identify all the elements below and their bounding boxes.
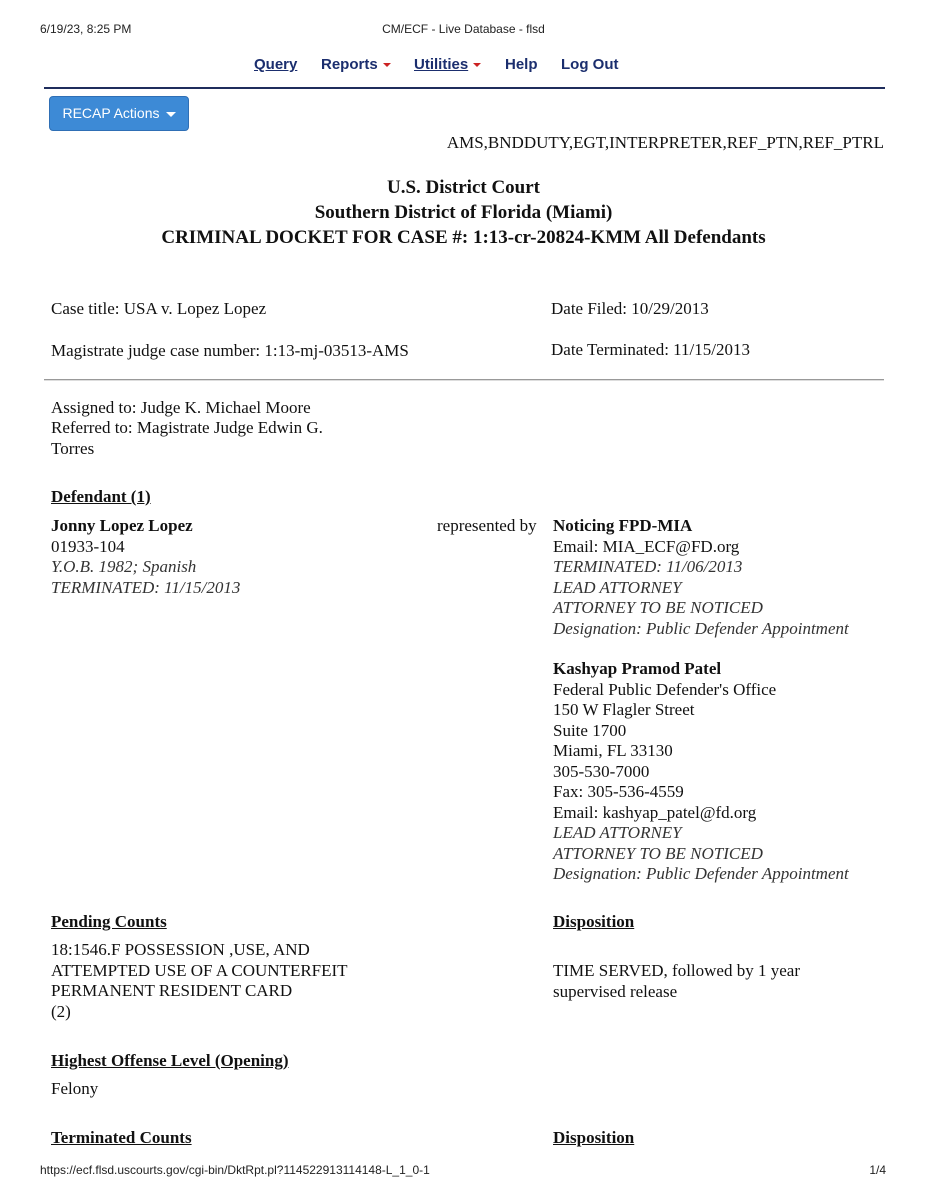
pending-disposition-heading: Disposition xyxy=(553,912,635,931)
pending-count xyxy=(51,940,348,1022)
date-filed: Date Filed: 10/29/2013 xyxy=(551,299,709,318)
attorney-status: ATTORNEY TO BE NOTICED xyxy=(553,843,763,863)
nav-query-label: Query xyxy=(254,56,298,73)
attorney-name: Noticing FPD-MIA xyxy=(553,516,693,535)
highest-offense-value: Felony xyxy=(51,1079,99,1098)
chevron-down-icon xyxy=(166,112,176,117)
attorney-email: Email: kashyap_patel@fd.org xyxy=(553,802,757,822)
attorney-status: LEAD ATTORNEY xyxy=(553,577,682,597)
defendant-heading: Defendant (1) xyxy=(51,487,151,506)
page-number: 1/4 xyxy=(869,1163,886,1177)
nav-query[interactable] xyxy=(254,56,297,73)
defendant-terminated: TERMINATED: 11/15/2013 xyxy=(51,577,241,597)
recap-actions-button[interactable] xyxy=(49,96,189,131)
terminated-counts-heading: Terminated Counts xyxy=(51,1128,192,1147)
attorney-address: Suite 1700 xyxy=(553,720,627,740)
print-title: CM/ECF - Live Database - flsd xyxy=(382,22,545,36)
count-line: (2) xyxy=(51,1001,71,1021)
attorney-block xyxy=(553,516,849,639)
print-datetime: 6/19/23, 8:25 PM xyxy=(40,22,132,36)
attorney-block xyxy=(553,659,849,885)
attorney-status: TERMINATED: 11/06/2013 xyxy=(553,557,743,576)
nav-logout[interactable] xyxy=(561,56,618,73)
attorney-address: Miami, FL 33130 xyxy=(553,741,673,760)
attorney-status: LEAD ATTORNEY xyxy=(553,823,682,842)
terminated-disposition-heading: Disposition xyxy=(553,1128,635,1147)
date-terminated: Date Terminated: 11/15/2013 xyxy=(551,340,750,359)
attorney-designation: Designation: Public Defender Appointment xyxy=(553,864,849,883)
print-url: https://ecf.flsd.uscourts.gov/cgi-bin/DktRpt.pl?114522913114148-L_1_0-1 xyxy=(40,1163,430,1177)
highest-offense-heading: Highest Offense Level (Opening) xyxy=(51,1051,289,1070)
court-name: U.S. District Court xyxy=(386,177,541,198)
attorney-name: Kashyap Pramod Patel xyxy=(553,659,722,678)
count-line: PERMANENT RESIDENT CARD xyxy=(51,981,293,1000)
docket-title: CRIMINAL DOCKET FOR CASE #: 1:13-cr-20824-KMM All Defendants xyxy=(161,227,766,248)
court-district: Southern District of Florida (Miami) xyxy=(314,202,613,223)
attorney-designation: Designation: Public Defender Appointment xyxy=(553,618,849,638)
case-flags: AMS,BNDDUTY,EGT,INTERPRETER,REF_PTN,REF_PTRL xyxy=(446,133,884,152)
attorney-fax: Fax: 305-536-4559 xyxy=(553,782,684,801)
nav-logout-label: Log Out xyxy=(561,56,619,73)
defendant-yob: Y.O.B. 1982; Spanish xyxy=(51,557,197,576)
attorney-status: ATTORNEY TO BE NOTICED xyxy=(553,598,763,617)
section-divider xyxy=(44,379,884,381)
recap-actions-label: RECAP Actions xyxy=(62,105,160,121)
nav-menu xyxy=(0,56,927,80)
nav-divider xyxy=(44,87,885,89)
count-line: 18:1546.F POSSESSION ,USE, AND xyxy=(51,940,310,959)
caret-down-icon xyxy=(383,63,391,67)
caret-down-icon xyxy=(473,63,481,67)
attorney-office: Federal Public Defender's Office xyxy=(553,679,777,699)
defendant-block xyxy=(51,516,240,598)
nav-reports-label: Reports xyxy=(321,56,378,73)
nav-help-label: Help xyxy=(505,56,538,73)
nav-utilities-label: Utilities xyxy=(414,56,469,73)
defendant-id: 01933-104 xyxy=(51,536,125,556)
disposition-line: supervised release xyxy=(553,981,678,1001)
nav-reports[interactable] xyxy=(321,56,391,73)
assigned-to: Assigned to: Judge K. Michael Moore xyxy=(51,398,311,417)
count-line: ATTEMPTED USE OF A COUNTERFEIT xyxy=(51,960,348,980)
nav-help[interactable] xyxy=(505,56,538,73)
case-title: Case title: USA v. Lopez Lopez xyxy=(51,299,267,318)
pending-counts-heading: Pending Counts xyxy=(51,912,167,931)
defendant-name: Jonny Lopez Lopez xyxy=(51,516,193,535)
attorney-address: 150 W Flagler Street xyxy=(553,700,695,719)
referred-to: Referred to: Magistrate Judge Edwin G. xyxy=(51,418,323,437)
magistrate-case-number: Magistrate judge case number: 1:13-mj-03513-AMS xyxy=(51,341,409,360)
pending-disposition xyxy=(553,961,800,1002)
represented-by: represented by xyxy=(437,516,537,535)
attorney-email: Email: MIA_ECF@FD.org xyxy=(553,536,740,556)
nav-utilities[interactable] xyxy=(414,56,481,73)
attorney-phone: 305-530-7000 xyxy=(553,761,650,781)
referred-to-cont: Torres xyxy=(51,439,95,458)
disposition-line: TIME SERVED, followed by 1 year xyxy=(553,961,800,980)
